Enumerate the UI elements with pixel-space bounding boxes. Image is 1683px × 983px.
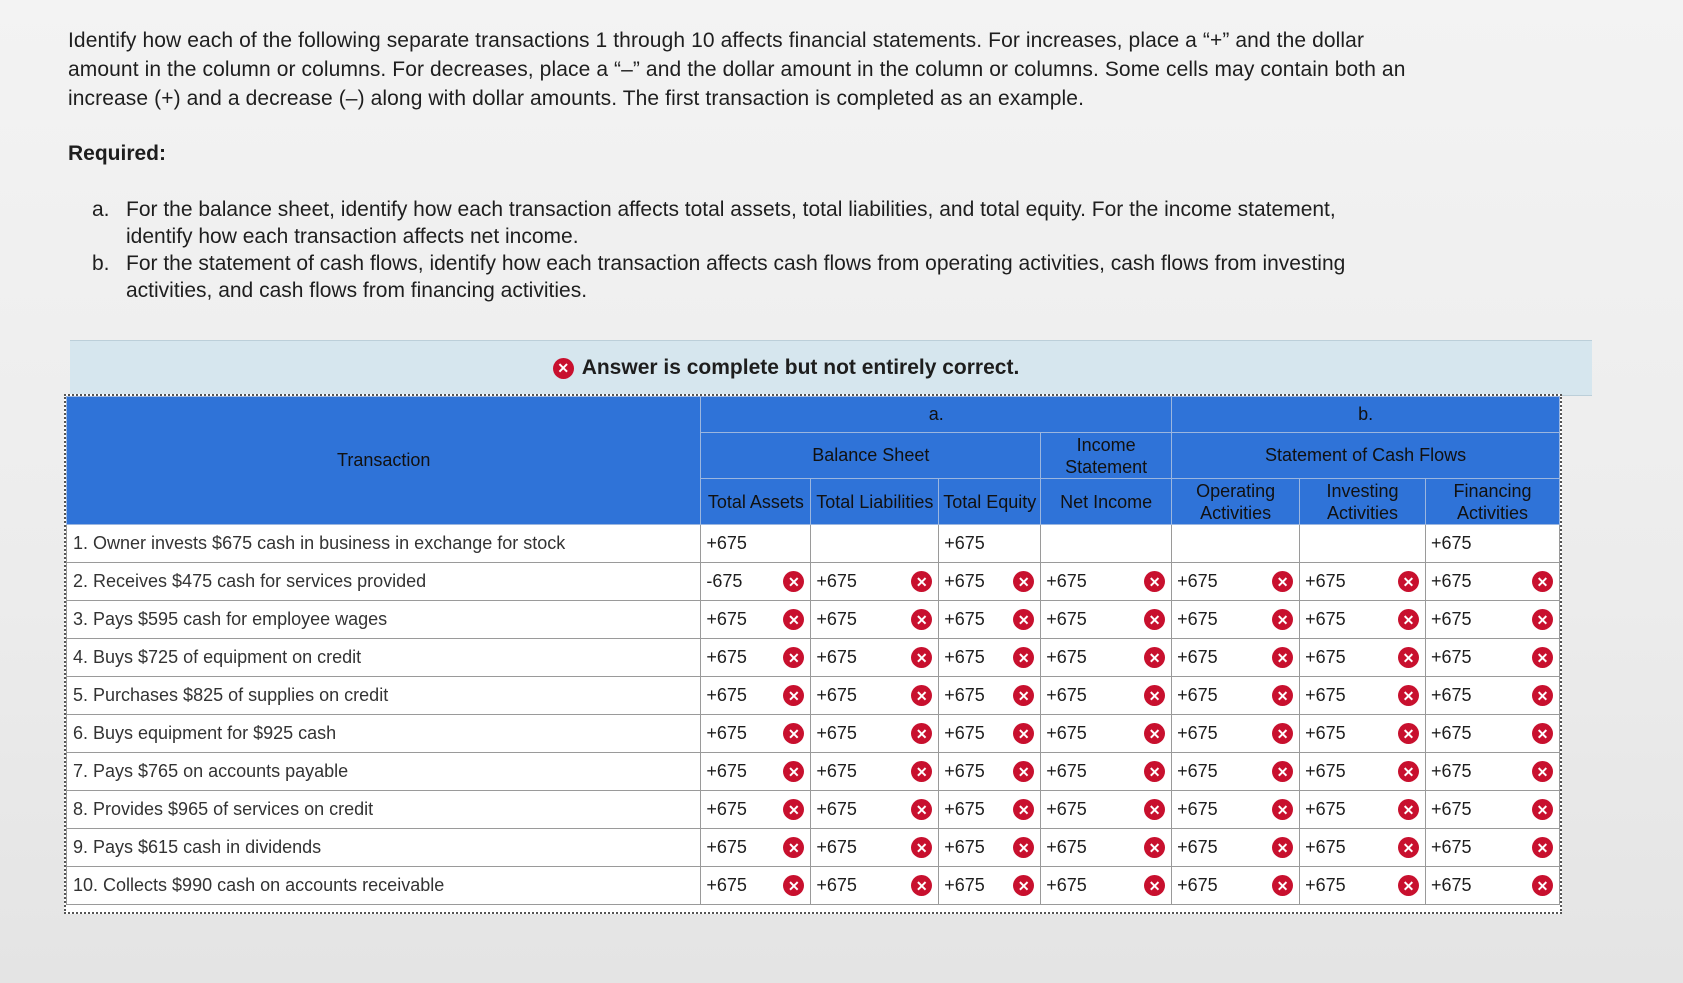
answer-value: +675 — [1046, 799, 1087, 819]
answer-value: +675 — [1177, 685, 1218, 705]
x-circle-icon: ✕ — [1532, 799, 1553, 820]
x-circle-icon: ✕ — [1272, 571, 1293, 592]
x-circle-icon: ✕ — [1144, 647, 1165, 668]
answer-cell-investing-activities[interactable] — [1300, 563, 1426, 601]
balance-sheet-header: Balance Sheet — [701, 433, 1041, 479]
cash-flows-header: Statement of Cash Flows — [1172, 433, 1560, 479]
x-circle-icon: ✕ — [1013, 647, 1034, 668]
transaction-description: 4. Buys $725 of equipment on credit — [67, 639, 701, 677]
answer-value: +675 — [816, 685, 857, 705]
table-row — [67, 563, 1560, 601]
answer-cell-operating-activities[interactable] — [1172, 715, 1300, 753]
answer-value: +675 — [706, 609, 747, 629]
x-circle-icon: ✕ — [1532, 875, 1553, 896]
answer-cell-net-income[interactable] — [1041, 677, 1172, 715]
requirements-list — [92, 196, 1382, 304]
answer-value: +675 — [1046, 571, 1087, 591]
answer-value: +675 — [816, 875, 857, 895]
x-circle-icon: ✕ — [1144, 609, 1165, 630]
x-circle-icon: ✕ — [1013, 609, 1034, 630]
transaction-description: 5. Purchases $825 of supplies on credit — [67, 677, 701, 715]
answer-cell-total-assets[interactable] — [701, 829, 811, 867]
answer-cell-total-assets[interactable] — [701, 867, 811, 905]
answer-cell-net-income[interactable] — [1041, 791, 1172, 829]
answer-cell-total-equity[interactable] — [939, 867, 1041, 905]
answer-value: +675 — [1177, 837, 1218, 857]
x-circle-icon: ✕ — [1272, 685, 1293, 706]
answer-value: +675 — [1431, 723, 1472, 743]
answer-cell-investing-activities[interactable] — [1300, 677, 1426, 715]
x-circle-icon: ✕ — [783, 609, 804, 630]
x-circle-icon: ✕ — [1144, 761, 1165, 782]
answer-cell-investing-activities[interactable] — [1300, 753, 1426, 791]
table-row — [67, 639, 1560, 677]
x-circle-icon: ✕ — [1272, 799, 1293, 820]
answer-cell-total-equity[interactable] — [939, 753, 1041, 791]
transaction-description: 7. Pays $765 on accounts payable — [67, 753, 701, 791]
answer-value: +675 — [944, 799, 985, 819]
x-circle-icon: ✕ — [911, 571, 932, 592]
x-circle-icon: ✕ — [553, 358, 574, 379]
x-circle-icon: ✕ — [1013, 875, 1034, 896]
x-circle-icon: ✕ — [1272, 647, 1293, 668]
answer-value: +675 — [706, 685, 747, 705]
x-circle-icon: ✕ — [1532, 837, 1553, 858]
answer-cell-total-liabilities[interactable] — [811, 829, 939, 867]
column-header-total-assets: Total Assets — [701, 479, 811, 525]
answer-value: +675 — [816, 837, 857, 857]
x-circle-icon: ✕ — [783, 761, 804, 782]
x-circle-icon: ✕ — [783, 875, 804, 896]
answer-cell-total-assets[interactable] — [701, 639, 811, 677]
answer-value: +675 — [1305, 571, 1346, 591]
x-circle-icon: ✕ — [1144, 837, 1165, 858]
x-circle-icon: ✕ — [1398, 799, 1419, 820]
transaction-description: 10. Collects $990 cash on accounts receivable — [67, 867, 701, 905]
x-circle-icon: ✕ — [1272, 761, 1293, 782]
answer-value: +675 — [1431, 875, 1472, 895]
answer-cell-financing-activities[interactable] — [1426, 601, 1560, 639]
answer-cell-financing-activities[interactable] — [1426, 715, 1560, 753]
answer-cell-financing-activities[interactable] — [1426, 639, 1560, 677]
answer-value: +675 — [706, 723, 747, 743]
answer-cell-operating-activities[interactable] — [1172, 525, 1300, 563]
answer-cell-operating-activities[interactable] — [1172, 753, 1300, 791]
requirement-text: For the statement of cash flows, identify how each transaction affects cash flows from operating activities, cash flows from investing activities, and cash flows from financing activities. — [126, 252, 1346, 302]
answer-value: +675 — [1305, 875, 1346, 895]
answer-value: +675 — [1177, 647, 1218, 667]
answer-cell-investing-activities[interactable] — [1300, 829, 1426, 867]
x-circle-icon: ✕ — [1532, 609, 1553, 630]
answer-value: +675 — [1177, 571, 1218, 591]
answer-value: +675 — [1046, 647, 1087, 667]
x-circle-icon: ✕ — [783, 799, 804, 820]
transaction-description: 6. Buys equipment for $925 cash — [67, 715, 701, 753]
answer-cell-net-income[interactable] — [1041, 715, 1172, 753]
x-circle-icon: ✕ — [1272, 875, 1293, 896]
answer-cell-total-equity[interactable] — [939, 601, 1041, 639]
x-circle-icon: ✕ — [783, 685, 804, 706]
x-circle-icon: ✕ — [1144, 723, 1165, 744]
answer-value: +675 — [1305, 723, 1346, 743]
answer-cell-total-assets[interactable] — [701, 563, 811, 601]
x-circle-icon: ✕ — [1532, 761, 1553, 782]
table-row — [67, 715, 1560, 753]
x-circle-icon: ✕ — [783, 837, 804, 858]
answer-value: +675 — [706, 761, 747, 781]
column-header-financing-activities: Financing Activities — [1426, 479, 1560, 525]
answer-cell-net-income[interactable] — [1041, 753, 1172, 791]
transaction-description: 3. Pays $595 cash for employee wages — [67, 601, 701, 639]
x-circle-icon: ✕ — [911, 837, 932, 858]
answer-value: +675 — [1431, 609, 1472, 629]
x-circle-icon: ✕ — [783, 571, 804, 592]
x-circle-icon: ✕ — [1272, 609, 1293, 630]
group-b-header: b. — [1172, 397, 1560, 433]
x-circle-icon: ✕ — [1013, 571, 1034, 592]
x-circle-icon: ✕ — [1398, 875, 1419, 896]
x-circle-icon: ✕ — [1144, 875, 1165, 896]
answer-cell-total-liabilities[interactable] — [811, 639, 939, 677]
instructions — [68, 26, 1428, 113]
x-circle-icon: ✕ — [911, 761, 932, 782]
answer-cell-operating-activities[interactable] — [1172, 639, 1300, 677]
answer-cell-total-liabilities[interactable] — [811, 791, 939, 829]
answer-value: +675 — [816, 723, 857, 743]
column-header-operating-activities: Operating Activities — [1172, 479, 1300, 525]
x-circle-icon: ✕ — [911, 685, 932, 706]
answer-value: +675 — [1177, 609, 1218, 629]
answer-value: +675 — [816, 799, 857, 819]
answer-table-container — [64, 394, 1562, 914]
answer-cell-total-liabilities[interactable] — [811, 525, 939, 563]
x-circle-icon: ✕ — [1532, 723, 1553, 744]
column-header-investing-activities: Investing Activities — [1300, 479, 1426, 525]
answer-value: +675 — [1431, 571, 1472, 591]
result-text: Answer is complete but not entirely correct. — [581, 356, 1020, 379]
answer-table — [66, 396, 1560, 905]
answer-cell-operating-activities[interactable] — [1172, 829, 1300, 867]
table-row — [67, 867, 1560, 905]
table-row — [67, 601, 1560, 639]
answer-cell-total-liabilities[interactable] — [811, 601, 939, 639]
answer-cell-investing-activities[interactable] — [1300, 791, 1426, 829]
answer-table-body — [67, 525, 1560, 905]
answer-value: +675 — [1431, 647, 1472, 667]
answer-value: +675 — [1431, 837, 1472, 857]
answer-cell-total-assets[interactable] — [701, 715, 811, 753]
x-circle-icon: ✕ — [1013, 799, 1034, 820]
x-circle-icon: ✕ — [1398, 761, 1419, 782]
answer-value: +675 — [706, 837, 747, 857]
table-row — [67, 525, 1560, 563]
answer-cell-operating-activities[interactable] — [1172, 867, 1300, 905]
answer-cell-financing-activities[interactable] — [1426, 525, 1560, 563]
answer-value: +675 — [1177, 723, 1218, 743]
answer-value: +675 — [1305, 799, 1346, 819]
result-message — [553, 356, 1020, 380]
answer-value: +675 — [1046, 685, 1087, 705]
table-row — [67, 791, 1560, 829]
requirement-label: b. — [92, 252, 110, 275]
answer-cell-total-liabilities[interactable] — [811, 563, 939, 601]
x-circle-icon: ✕ — [783, 647, 804, 668]
x-circle-icon: ✕ — [1272, 837, 1293, 858]
x-circle-icon: ✕ — [1144, 799, 1165, 820]
x-circle-icon: ✕ — [911, 647, 932, 668]
x-circle-icon: ✕ — [1532, 647, 1553, 668]
answer-value: +675 — [1177, 761, 1218, 781]
x-circle-icon: ✕ — [1144, 685, 1165, 706]
answer-cell-financing-activities[interactable] — [1426, 791, 1560, 829]
answer-value: +675 — [1046, 837, 1087, 857]
answer-cell-total-liabilities[interactable] — [811, 677, 939, 715]
answer-value: +675 — [706, 533, 747, 553]
answer-value: +675 — [706, 875, 747, 895]
answer-cell-investing-activities[interactable] — [1300, 715, 1426, 753]
answer-cell-net-income[interactable] — [1041, 829, 1172, 867]
answer-cell-total-assets[interactable] — [701, 677, 811, 715]
answer-cell-total-assets[interactable] — [701, 601, 811, 639]
answer-value: +675 — [944, 875, 985, 895]
table-row — [67, 677, 1560, 715]
x-circle-icon: ✕ — [1398, 723, 1419, 744]
answer-cell-operating-activities[interactable] — [1172, 601, 1300, 639]
answer-cell-total-equity[interactable] — [939, 715, 1041, 753]
answer-value: +675 — [944, 723, 985, 743]
answer-cell-total-equity[interactable] — [939, 677, 1041, 715]
x-circle-icon: ✕ — [1144, 571, 1165, 592]
x-circle-icon: ✕ — [1013, 761, 1034, 782]
answer-cell-total-equity[interactable] — [939, 563, 1041, 601]
answer-value: +675 — [1305, 609, 1346, 629]
transaction-description: 8. Provides $965 of services on credit — [67, 791, 701, 829]
answer-value: +675 — [1431, 761, 1472, 781]
x-circle-icon: ✕ — [1532, 571, 1553, 592]
answer-value: +675 — [816, 571, 857, 591]
answer-value: +675 — [706, 799, 747, 819]
answer-cell-net-income[interactable] — [1041, 525, 1172, 563]
answer-cell-investing-activities[interactable] — [1300, 525, 1426, 563]
answer-cell-net-income[interactable] — [1041, 563, 1172, 601]
answer-cell-operating-activities[interactable] — [1172, 791, 1300, 829]
x-circle-icon: ✕ — [1398, 647, 1419, 668]
transaction-header: Transaction — [67, 397, 701, 525]
answer-value: +675 — [1046, 875, 1087, 895]
answer-value: +675 — [816, 609, 857, 629]
answer-value: +675 — [816, 647, 857, 667]
answer-cell-financing-activities[interactable] — [1426, 677, 1560, 715]
answer-value: +675 — [706, 647, 747, 667]
answer-value: +675 — [944, 761, 985, 781]
x-circle-icon: ✕ — [1398, 837, 1419, 858]
answer-value: +675 — [1305, 761, 1346, 781]
x-circle-icon: ✕ — [1272, 723, 1293, 744]
x-circle-icon: ✕ — [783, 723, 804, 744]
answer-cell-total-assets[interactable] — [701, 525, 811, 563]
answer-cell-net-income[interactable] — [1041, 601, 1172, 639]
answer-value: -675 — [706, 571, 743, 591]
answer-cell-total-assets[interactable] — [701, 791, 811, 829]
answer-cell-total-equity[interactable] — [939, 639, 1041, 677]
answer-cell-financing-activities[interactable] — [1426, 563, 1560, 601]
x-circle-icon: ✕ — [1532, 685, 1553, 706]
column-header-total-liabilities: Total Liabilities — [811, 479, 939, 525]
x-circle-icon: ✕ — [911, 723, 932, 744]
answer-cell-investing-activities[interactable] — [1300, 639, 1426, 677]
x-circle-icon: ✕ — [911, 609, 932, 630]
x-circle-icon: ✕ — [1013, 837, 1034, 858]
x-circle-icon: ✕ — [1013, 685, 1034, 706]
answer-value: +675 — [944, 685, 985, 705]
answer-value: +675 — [1431, 685, 1472, 705]
x-circle-icon: ✕ — [911, 799, 932, 820]
answer-cell-operating-activities[interactable] — [1172, 563, 1300, 601]
column-header-total-equity: Total Equity — [939, 479, 1041, 525]
answer-value: +675 — [944, 609, 985, 629]
answer-value: +675 — [1431, 533, 1472, 553]
result-banner — [70, 340, 1592, 396]
answer-cell-financing-activities[interactable] — [1426, 829, 1560, 867]
answer-value: +675 — [1046, 609, 1087, 629]
income-statement-header: Income Statement — [1041, 433, 1172, 479]
x-circle-icon: ✕ — [1398, 609, 1419, 630]
answer-cell-financing-activities[interactable] — [1426, 867, 1560, 905]
answer-cell-investing-activities[interactable] — [1300, 867, 1426, 905]
answer-value: +675 — [944, 647, 985, 667]
column-header-net-income: Net Income — [1041, 479, 1172, 525]
x-circle-icon: ✕ — [1398, 571, 1419, 592]
requirement-a — [92, 196, 1382, 250]
answer-value: +675 — [944, 837, 985, 857]
x-circle-icon: ✕ — [911, 875, 932, 896]
answer-cell-total-equity[interactable] — [939, 525, 1041, 563]
answer-value: +675 — [1177, 875, 1218, 895]
answer-cell-investing-activities[interactable] — [1300, 601, 1426, 639]
answer-cell-total-liabilities[interactable] — [811, 753, 939, 791]
x-circle-icon: ✕ — [1398, 685, 1419, 706]
answer-cell-net-income[interactable] — [1041, 867, 1172, 905]
requirement-label: a. — [92, 198, 110, 221]
requirement-b — [92, 250, 1382, 304]
table-row — [67, 753, 1560, 791]
answer-value: +675 — [1177, 799, 1218, 819]
transaction-description: 1. Owner invests $675 cash in business in exchange for stock — [67, 525, 701, 563]
transaction-description: 2. Receives $475 cash for services provided — [67, 563, 701, 601]
group-a-header: a. — [701, 397, 1172, 433]
answer-cell-financing-activities[interactable] — [1426, 753, 1560, 791]
answer-value: +675 — [944, 533, 985, 553]
answer-value: +675 — [1305, 837, 1346, 857]
answer-cell-operating-activities[interactable] — [1172, 677, 1300, 715]
x-circle-icon: ✕ — [1013, 723, 1034, 744]
answer-value: +675 — [816, 761, 857, 781]
instructions-text: Identify how each of the following separate transactions 1 through 10 affects financial statements. For increases, place a “+” and the dollar amount in the column or columns. For decreases, place a “–” and the dollar amount in the column or columns. Some cells may contain both an increase (+) and a decrease (–) along with dollar amounts. The first transaction is completed as an example. — [68, 29, 1406, 110]
answer-value: +675 — [944, 571, 985, 591]
table-row — [67, 829, 1560, 867]
requirement-text: For the balance sheet, identify how each transaction affects total assets, total liabilities, and total equity. For the income statement, identify how each transaction affects net income. — [126, 198, 1336, 248]
answer-value: +675 — [1431, 799, 1472, 819]
answer-cell-total-liabilities[interactable] — [811, 867, 939, 905]
answer-value: +675 — [1305, 647, 1346, 667]
answer-cell-total-assets[interactable] — [701, 753, 811, 791]
answer-cell-total-equity[interactable] — [939, 829, 1041, 867]
answer-cell-total-liabilities[interactable] — [811, 715, 939, 753]
answer-cell-net-income[interactable] — [1041, 639, 1172, 677]
answer-value: +675 — [1046, 761, 1087, 781]
answer-value: +675 — [1305, 685, 1346, 705]
answer-value: +675 — [1046, 723, 1087, 743]
transaction-description: 9. Pays $615 cash in dividends — [67, 829, 701, 867]
answer-cell-total-equity[interactable] — [939, 791, 1041, 829]
required-label: Required: — [68, 142, 167, 165]
